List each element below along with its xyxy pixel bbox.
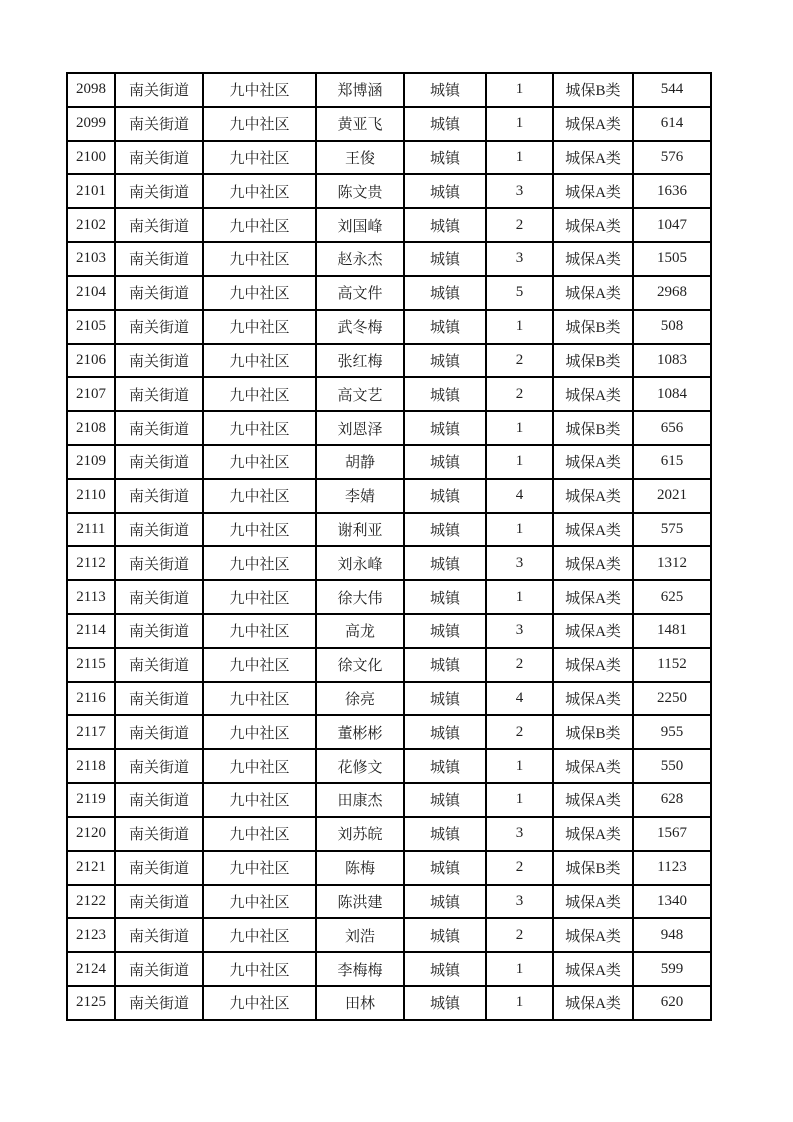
table-row xyxy=(67,479,711,513)
residence-type-cell: 城镇 xyxy=(404,851,486,885)
person-name-cell: 高龙 xyxy=(316,614,404,648)
street-cell: 南关街道 xyxy=(115,682,203,716)
table-row xyxy=(67,242,711,276)
residence-type-cell: 城镇 xyxy=(404,73,486,107)
insurance-category-cell: 城保A类 xyxy=(553,513,633,547)
person-name-cell: 黄亚飞 xyxy=(316,107,404,141)
person-name-cell: 董彬彬 xyxy=(316,715,404,749)
table-row xyxy=(67,715,711,749)
records-table xyxy=(66,72,712,1021)
insurance-category-cell: 城保B类 xyxy=(553,851,633,885)
amount-cell: 1083 xyxy=(633,344,711,378)
residence-type-cell: 城镇 xyxy=(404,242,486,276)
residence-type-cell: 城镇 xyxy=(404,141,486,175)
residence-type-cell: 城镇 xyxy=(404,885,486,919)
person-count-cell: 1 xyxy=(486,580,553,614)
community-cell: 九中社区 xyxy=(203,715,316,749)
amount-cell: 1312 xyxy=(633,546,711,580)
community-cell: 九中社区 xyxy=(203,817,316,851)
serial-number-cell: 2121 xyxy=(67,851,115,885)
street-cell: 南关街道 xyxy=(115,208,203,242)
insurance-category-cell: 城保A类 xyxy=(553,107,633,141)
insurance-category-cell: 城保B类 xyxy=(553,310,633,344)
street-cell: 南关街道 xyxy=(115,344,203,378)
serial-number-cell: 2114 xyxy=(67,614,115,648)
insurance-category-cell: 城保B类 xyxy=(553,715,633,749)
street-cell: 南关街道 xyxy=(115,411,203,445)
amount-cell: 575 xyxy=(633,513,711,547)
person-count-cell: 2 xyxy=(486,377,553,411)
serial-number-cell: 2105 xyxy=(67,310,115,344)
table-row xyxy=(67,580,711,614)
insurance-category-cell: 城保A类 xyxy=(553,208,633,242)
serial-number-cell: 2111 xyxy=(67,513,115,547)
person-count-cell: 1 xyxy=(486,73,553,107)
insurance-category-cell: 城保A类 xyxy=(553,952,633,986)
insurance-category-cell: 城保A类 xyxy=(553,885,633,919)
insurance-category-cell: 城保A类 xyxy=(553,986,633,1020)
amount-cell: 1123 xyxy=(633,851,711,885)
amount-cell: 1567 xyxy=(633,817,711,851)
person-name-cell: 刘永峰 xyxy=(316,546,404,580)
amount-cell: 1047 xyxy=(633,208,711,242)
amount-cell: 1636 xyxy=(633,174,711,208)
serial-number-cell: 2103 xyxy=(67,242,115,276)
residence-type-cell: 城镇 xyxy=(404,918,486,952)
serial-number-cell: 2101 xyxy=(67,174,115,208)
serial-number-cell: 2118 xyxy=(67,749,115,783)
person-count-cell: 3 xyxy=(486,242,553,276)
person-name-cell: 徐亮 xyxy=(316,682,404,716)
amount-cell: 948 xyxy=(633,918,711,952)
amount-cell: 614 xyxy=(633,107,711,141)
street-cell: 南关街道 xyxy=(115,242,203,276)
person-count-cell: 3 xyxy=(486,546,553,580)
community-cell: 九中社区 xyxy=(203,107,316,141)
community-cell: 九中社区 xyxy=(203,885,316,919)
insurance-category-cell: 城保A类 xyxy=(553,377,633,411)
person-name-cell: 花修文 xyxy=(316,749,404,783)
table-row xyxy=(67,614,711,648)
street-cell: 南关街道 xyxy=(115,817,203,851)
amount-cell: 656 xyxy=(633,411,711,445)
amount-cell: 955 xyxy=(633,715,711,749)
serial-number-cell: 2108 xyxy=(67,411,115,445)
person-name-cell: 李梅梅 xyxy=(316,952,404,986)
residence-type-cell: 城镇 xyxy=(404,749,486,783)
insurance-category-cell: 城保A类 xyxy=(553,242,633,276)
insurance-category-cell: 城保A类 xyxy=(553,682,633,716)
street-cell: 南关街道 xyxy=(115,885,203,919)
insurance-category-cell: 城保A类 xyxy=(553,445,633,479)
table-row xyxy=(67,174,711,208)
amount-cell: 599 xyxy=(633,952,711,986)
street-cell: 南关街道 xyxy=(115,580,203,614)
serial-number-cell: 2125 xyxy=(67,986,115,1020)
person-name-cell: 刘国峰 xyxy=(316,208,404,242)
amount-cell: 628 xyxy=(633,783,711,817)
serial-number-cell: 2116 xyxy=(67,682,115,716)
serial-number-cell: 2115 xyxy=(67,648,115,682)
table-row xyxy=(67,445,711,479)
person-name-cell: 武冬梅 xyxy=(316,310,404,344)
person-name-cell: 王俊 xyxy=(316,141,404,175)
amount-cell: 1481 xyxy=(633,614,711,648)
community-cell: 九中社区 xyxy=(203,918,316,952)
street-cell: 南关街道 xyxy=(115,141,203,175)
street-cell: 南关街道 xyxy=(115,377,203,411)
community-cell: 九中社区 xyxy=(203,208,316,242)
street-cell: 南关街道 xyxy=(115,986,203,1020)
insurance-category-cell: 城保A类 xyxy=(553,276,633,310)
amount-cell: 544 xyxy=(633,73,711,107)
community-cell: 九中社区 xyxy=(203,952,316,986)
table-row xyxy=(67,208,711,242)
table-row xyxy=(67,817,711,851)
person-name-cell: 刘恩泽 xyxy=(316,411,404,445)
serial-number-cell: 2119 xyxy=(67,783,115,817)
residence-type-cell: 城镇 xyxy=(404,377,486,411)
serial-number-cell: 2120 xyxy=(67,817,115,851)
residence-type-cell: 城镇 xyxy=(404,344,486,378)
amount-cell: 1340 xyxy=(633,885,711,919)
serial-number-cell: 2117 xyxy=(67,715,115,749)
serial-number-cell: 2112 xyxy=(67,546,115,580)
residence-type-cell: 城镇 xyxy=(404,952,486,986)
residence-type-cell: 城镇 xyxy=(404,986,486,1020)
person-name-cell: 徐大伟 xyxy=(316,580,404,614)
table-row xyxy=(67,749,711,783)
street-cell: 南关街道 xyxy=(115,715,203,749)
serial-number-cell: 2102 xyxy=(67,208,115,242)
street-cell: 南关街道 xyxy=(115,648,203,682)
table-row xyxy=(67,918,711,952)
table-row xyxy=(67,952,711,986)
amount-cell: 2021 xyxy=(633,479,711,513)
insurance-category-cell: 城保A类 xyxy=(553,141,633,175)
person-count-cell: 5 xyxy=(486,276,553,310)
person-count-cell: 2 xyxy=(486,208,553,242)
street-cell: 南关街道 xyxy=(115,749,203,783)
person-count-cell: 2 xyxy=(486,344,553,378)
person-name-cell: 胡静 xyxy=(316,445,404,479)
person-count-cell: 1 xyxy=(486,310,553,344)
person-count-cell: 2 xyxy=(486,715,553,749)
table-row xyxy=(67,73,711,107)
amount-cell: 1152 xyxy=(633,648,711,682)
street-cell: 南关街道 xyxy=(115,310,203,344)
amount-cell: 620 xyxy=(633,986,711,1020)
residence-type-cell: 城镇 xyxy=(404,174,486,208)
street-cell: 南关街道 xyxy=(115,73,203,107)
community-cell: 九中社区 xyxy=(203,174,316,208)
person-count-cell: 4 xyxy=(486,479,553,513)
residence-type-cell: 城镇 xyxy=(404,107,486,141)
street-cell: 南关街道 xyxy=(115,783,203,817)
street-cell: 南关街道 xyxy=(115,174,203,208)
person-count-cell: 1 xyxy=(486,513,553,547)
community-cell: 九中社区 xyxy=(203,851,316,885)
table-row xyxy=(67,783,711,817)
street-cell: 南关街道 xyxy=(115,107,203,141)
person-count-cell: 3 xyxy=(486,174,553,208)
insurance-category-cell: 城保A类 xyxy=(553,918,633,952)
community-cell: 九中社区 xyxy=(203,546,316,580)
table-row xyxy=(67,141,711,175)
community-cell: 九中社区 xyxy=(203,682,316,716)
table-row xyxy=(67,411,711,445)
street-cell: 南关街道 xyxy=(115,614,203,648)
amount-cell: 576 xyxy=(633,141,711,175)
person-name-cell: 刘苏皖 xyxy=(316,817,404,851)
amount-cell: 1084 xyxy=(633,377,711,411)
person-count-cell: 1 xyxy=(486,986,553,1020)
table-row xyxy=(67,107,711,141)
street-cell: 南关街道 xyxy=(115,546,203,580)
amount-cell: 2250 xyxy=(633,682,711,716)
person-name-cell: 高文艺 xyxy=(316,377,404,411)
street-cell: 南关街道 xyxy=(115,445,203,479)
serial-number-cell: 2100 xyxy=(67,141,115,175)
community-cell: 九中社区 xyxy=(203,513,316,547)
street-cell: 南关街道 xyxy=(115,479,203,513)
person-count-cell: 2 xyxy=(486,851,553,885)
community-cell: 九中社区 xyxy=(203,445,316,479)
table-row xyxy=(67,648,711,682)
person-count-cell: 3 xyxy=(486,817,553,851)
insurance-category-cell: 城保A类 xyxy=(553,817,633,851)
community-cell: 九中社区 xyxy=(203,73,316,107)
serial-number-cell: 2098 xyxy=(67,73,115,107)
insurance-category-cell: 城保A类 xyxy=(553,546,633,580)
residence-type-cell: 城镇 xyxy=(404,614,486,648)
serial-number-cell: 2104 xyxy=(67,276,115,310)
person-name-cell: 郑博涵 xyxy=(316,73,404,107)
insurance-category-cell: 城保B类 xyxy=(553,411,633,445)
community-cell: 九中社区 xyxy=(203,377,316,411)
community-cell: 九中社区 xyxy=(203,479,316,513)
insurance-category-cell: 城保A类 xyxy=(553,479,633,513)
person-count-cell: 2 xyxy=(486,918,553,952)
insurance-category-cell: 城保A类 xyxy=(553,648,633,682)
table-row xyxy=(67,851,711,885)
residence-type-cell: 城镇 xyxy=(404,580,486,614)
community-cell: 九中社区 xyxy=(203,986,316,1020)
table-row xyxy=(67,310,711,344)
community-cell: 九中社区 xyxy=(203,614,316,648)
residence-type-cell: 城镇 xyxy=(404,445,486,479)
person-name-cell: 陈梅 xyxy=(316,851,404,885)
community-cell: 九中社区 xyxy=(203,344,316,378)
residence-type-cell: 城镇 xyxy=(404,682,486,716)
residence-type-cell: 城镇 xyxy=(404,715,486,749)
serial-number-cell: 2122 xyxy=(67,885,115,919)
records-table-body xyxy=(67,73,711,1020)
person-count-cell: 1 xyxy=(486,952,553,986)
residence-type-cell: 城镇 xyxy=(404,513,486,547)
person-count-cell: 1 xyxy=(486,411,553,445)
person-name-cell: 陈洪建 xyxy=(316,885,404,919)
person-name-cell: 李婧 xyxy=(316,479,404,513)
residence-type-cell: 城镇 xyxy=(404,817,486,851)
table-row xyxy=(67,682,711,716)
person-count-cell: 1 xyxy=(486,445,553,479)
community-cell: 九中社区 xyxy=(203,276,316,310)
person-name-cell: 陈文贵 xyxy=(316,174,404,208)
residence-type-cell: 城镇 xyxy=(404,208,486,242)
community-cell: 九中社区 xyxy=(203,749,316,783)
community-cell: 九中社区 xyxy=(203,411,316,445)
person-name-cell: 田康杰 xyxy=(316,783,404,817)
amount-cell: 625 xyxy=(633,580,711,614)
insurance-category-cell: 城保A类 xyxy=(553,580,633,614)
community-cell: 九中社区 xyxy=(203,242,316,276)
amount-cell: 508 xyxy=(633,310,711,344)
serial-number-cell: 2124 xyxy=(67,952,115,986)
residence-type-cell: 城镇 xyxy=(404,783,486,817)
serial-number-cell: 2109 xyxy=(67,445,115,479)
insurance-category-cell: 城保A类 xyxy=(553,614,633,648)
serial-number-cell: 2106 xyxy=(67,344,115,378)
insurance-category-cell: 城保A类 xyxy=(553,783,633,817)
insurance-category-cell: 城保A类 xyxy=(553,749,633,783)
street-cell: 南关街道 xyxy=(115,276,203,310)
table-row xyxy=(67,885,711,919)
residence-type-cell: 城镇 xyxy=(404,479,486,513)
street-cell: 南关街道 xyxy=(115,918,203,952)
residence-type-cell: 城镇 xyxy=(404,411,486,445)
person-count-cell: 3 xyxy=(486,885,553,919)
residence-type-cell: 城镇 xyxy=(404,546,486,580)
amount-cell: 550 xyxy=(633,749,711,783)
person-count-cell: 3 xyxy=(486,614,553,648)
table-row xyxy=(67,276,711,310)
person-name-cell: 谢利亚 xyxy=(316,513,404,547)
person-name-cell: 徐文化 xyxy=(316,648,404,682)
street-cell: 南关街道 xyxy=(115,513,203,547)
community-cell: 九中社区 xyxy=(203,141,316,175)
amount-cell: 615 xyxy=(633,445,711,479)
person-count-cell: 1 xyxy=(486,107,553,141)
person-name-cell: 赵永杰 xyxy=(316,242,404,276)
person-count-cell: 4 xyxy=(486,682,553,716)
amount-cell: 2968 xyxy=(633,276,711,310)
person-count-cell: 1 xyxy=(486,749,553,783)
person-count-cell: 2 xyxy=(486,648,553,682)
table-row xyxy=(67,377,711,411)
community-cell: 九中社区 xyxy=(203,648,316,682)
person-name-cell: 刘浩 xyxy=(316,918,404,952)
residence-type-cell: 城镇 xyxy=(404,648,486,682)
street-cell: 南关街道 xyxy=(115,851,203,885)
table-row xyxy=(67,986,711,1020)
person-count-cell: 1 xyxy=(486,141,553,175)
person-count-cell: 1 xyxy=(486,783,553,817)
residence-type-cell: 城镇 xyxy=(404,310,486,344)
community-cell: 九中社区 xyxy=(203,580,316,614)
amount-cell: 1505 xyxy=(633,242,711,276)
insurance-category-cell: 城保A类 xyxy=(553,174,633,208)
community-cell: 九中社区 xyxy=(203,783,316,817)
insurance-category-cell: 城保B类 xyxy=(553,73,633,107)
community-cell: 九中社区 xyxy=(203,310,316,344)
table-row xyxy=(67,546,711,580)
person-name-cell: 张红梅 xyxy=(316,344,404,378)
table-row xyxy=(67,344,711,378)
person-name-cell: 田林 xyxy=(316,986,404,1020)
street-cell: 南关街道 xyxy=(115,952,203,986)
serial-number-cell: 2110 xyxy=(67,479,115,513)
serial-number-cell: 2123 xyxy=(67,918,115,952)
person-name-cell: 高文件 xyxy=(316,276,404,310)
serial-number-cell: 2113 xyxy=(67,580,115,614)
residence-type-cell: 城镇 xyxy=(404,276,486,310)
serial-number-cell: 2107 xyxy=(67,377,115,411)
insurance-category-cell: 城保B类 xyxy=(553,344,633,378)
table-row xyxy=(67,513,711,547)
serial-number-cell: 2099 xyxy=(67,107,115,141)
